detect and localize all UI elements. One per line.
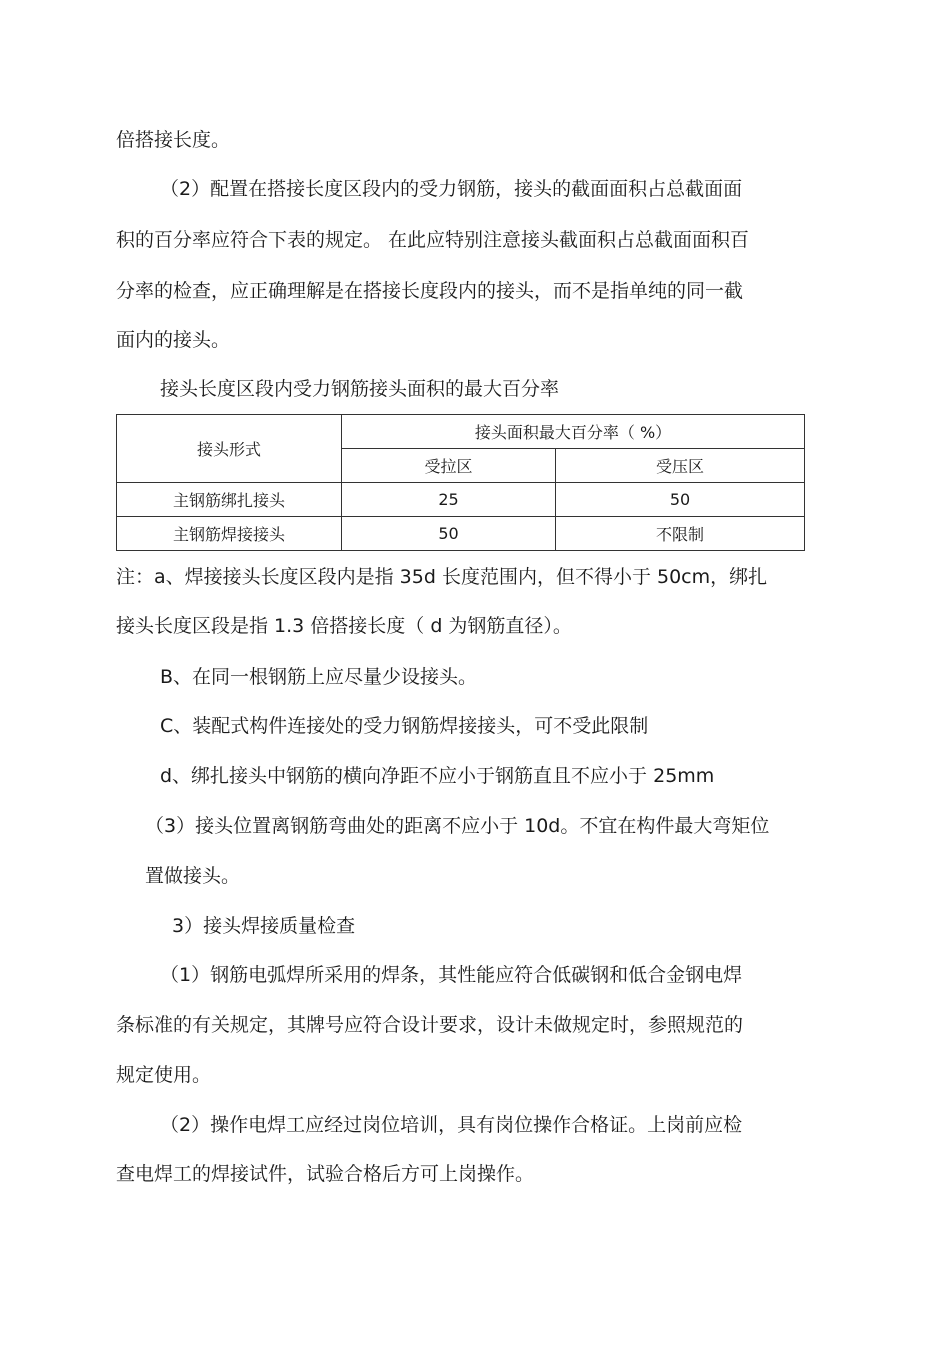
table-header-tension: 受拉区 — [342, 449, 556, 483]
table-row — [117, 517, 805, 551]
paragraph-line: 条标准的有关规定，其牌号应符合设计要求，设计未做规定时，参照规范的 — [116, 1014, 744, 1036]
paragraph-line: 分率的检查，应正确理解是在搭接长度段内的接头，而不是指单纯的同一截 — [116, 280, 744, 302]
paragraph-line: （1）钢筋电弧焊所采用的焊条，其性能应符合低碳钢和低合金钢电焊 — [160, 964, 743, 986]
note-line: B、在同一根钢筋上应尽量少设接头。 — [160, 666, 478, 688]
section-heading: 3）接头焊接质量检查 — [172, 915, 356, 937]
table-cell-compression: 50 — [556, 483, 805, 517]
paragraph-line: 面内的接头。 — [116, 329, 231, 351]
paragraph-line: 倍搭接长度。 — [116, 129, 231, 151]
table-cell-compression: 不限制 — [556, 517, 805, 551]
table-row — [117, 483, 805, 517]
table-header-form: 接头形式 — [117, 415, 342, 483]
paragraph-line: 规定使用。 — [116, 1064, 212, 1086]
paragraph-line: （2）操作电焊工应经过岗位培训，具有岗位操作合格证。上岗前应检 — [160, 1114, 743, 1136]
paragraph-line: （3）接头位置离钢筋弯曲处的距离不应小于 10d。不宜在构件最大弯矩位 — [145, 815, 770, 837]
table-cell-form: 主钢筋焊接接头 — [117, 517, 342, 551]
paragraph-line: （2）配置在搭接长度区段内的受力钢筋，接头的截面面积占总截面面 — [160, 178, 743, 200]
paragraph-line: 积的百分率应符合下表的规定。 在此应特别注意接头截面积占总截面面积百 — [116, 229, 750, 251]
note-line: 注：a、焊接接头长度区段内是指 35d 长度范围内，但不得小于 50cm，绑扎 — [116, 566, 768, 588]
joint-percentage-table — [116, 414, 805, 551]
paragraph-line: 查电焊工的焊接试件，试验合格后方可上岗操作。 — [116, 1163, 535, 1185]
table-header-percentage: 接头面积最大百分率（ %） — [342, 415, 805, 449]
table-header-compression: 受压区 — [556, 449, 805, 483]
note-line: d、绑扎接头中钢筋的横向净距不应小于钢筋直且不应小于 25mm — [160, 765, 715, 787]
note-line: C、装配式构件连接处的受力钢筋焊接接头，可不受此限制 — [160, 715, 649, 737]
table-cell-tension: 25 — [342, 483, 556, 517]
table-cell-form: 主钢筋绑扎接头 — [117, 483, 342, 517]
table-title: 接头长度区段内受力钢筋接头面积的最大百分率 — [160, 378, 560, 400]
table-cell-tension: 50 — [342, 517, 556, 551]
note-line: 接头长度区段是指 1.3 倍搭接长度（ d 为钢筋直径）。 — [116, 615, 572, 637]
paragraph-line: 置做接头。 — [145, 865, 241, 887]
